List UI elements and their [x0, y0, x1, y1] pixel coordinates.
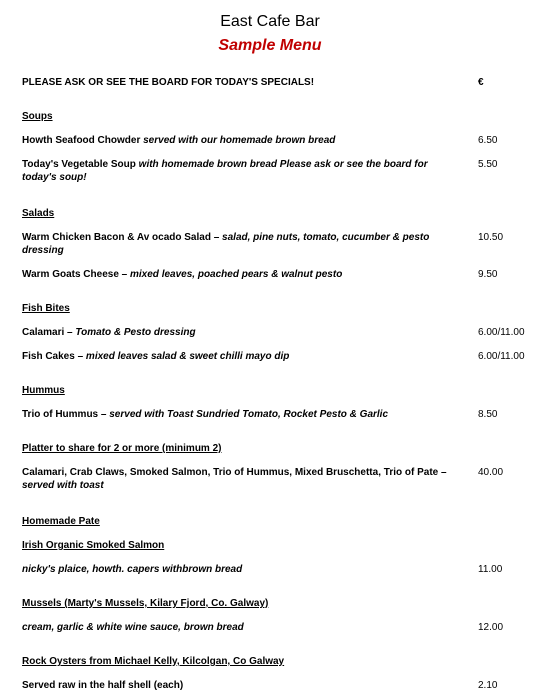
section-salads: Salads — [22, 208, 55, 219]
section-mussels: Mussels (Marty's Mussels, Kilary Fjord, Co. Galway) — [22, 598, 269, 609]
section-pate: Homemade Pate — [22, 516, 100, 527]
item-name: Trio of Hummus — [22, 409, 99, 420]
menu-item-mussels — [22, 621, 452, 634]
item-name: Howth Seafood Chowder — [22, 135, 141, 146]
item-name: Fish Cakes — [22, 351, 75, 362]
price-goats-cheese: 9.50 — [478, 269, 498, 280]
menu-item-chowder — [22, 134, 452, 147]
section-soups: Soups — [22, 111, 53, 122]
menu-item-platter — [22, 466, 452, 492]
item-name: Today's Vegetable Soup — [22, 159, 136, 170]
section-platter: Platter to share for 2 or more (minimum 2) — [22, 443, 222, 454]
section-salmon: Irish Organic Smoked Salmon — [22, 540, 165, 551]
price-mussels: 12.00 — [478, 622, 504, 633]
item-name: Served raw in the half shell (each) — [22, 680, 184, 691]
item-desc: – served with toast — [22, 467, 447, 491]
price-calamari: 6.00/11.00 — [478, 327, 525, 338]
item-desc: – served with Toast Sundried Tomato, Rocket Pesto & Garlic — [100, 409, 389, 420]
item-desc: – mixed leaves, poached pears & walnut pesto — [121, 269, 343, 280]
menu-subtitle: Sample Menu — [218, 37, 322, 54]
item-desc: nicky's plaice, howth. capers withbrown bread — [22, 564, 243, 575]
price-chicken-salad: 10.50 — [478, 232, 504, 243]
item-desc: – salad, pine nuts, tomato, cucumber & pesto dressing — [22, 232, 430, 256]
menu-item-trio-hummus — [22, 408, 452, 421]
menu-item-goats-cheese — [22, 268, 452, 281]
item-desc: – mixed leaves salad & sweet chilli mayo dip — [77, 351, 290, 362]
section-fish-bites: Fish Bites — [22, 303, 70, 314]
item-desc: with homemade brown bread Please ask or see the board for today's soup! — [22, 159, 428, 183]
price-platter: 40.00 — [478, 467, 504, 478]
section-oysters: Rock Oysters from Michael Kelly, Kilcolgan, Co Galway — [22, 656, 285, 667]
item-desc: served with our homemade brown bread — [143, 135, 336, 146]
item-desc: cream, garlic & white wine sauce, brown bread — [22, 622, 244, 633]
item-name: Calamari, Crab Claws, Smoked Salmon, Trio of Hummus, Mixed Bruschetta, Trio of Pate — [22, 467, 439, 478]
price-veg-soup: 5.50 — [478, 159, 498, 170]
item-name: Warm Goats Cheese — [22, 269, 119, 280]
price-fish-cakes: 6.00/11.00 — [478, 351, 525, 362]
menu-item-oysters — [22, 679, 452, 692]
menu-item-chicken-salad — [22, 231, 452, 257]
section-hummus: Hummus — [22, 385, 65, 396]
specials-notice: PLEASE ASK OR SEE THE BOARD FOR TODAY'S SPECIALS! — [22, 77, 315, 88]
menu-title: East Cafe Bar — [220, 13, 320, 30]
menu-item-salmon — [22, 563, 452, 576]
price-chowder: 6.50 — [478, 135, 498, 146]
menu-item-fish-cakes — [22, 350, 452, 363]
price-oysters: 2.10 — [478, 680, 498, 691]
item-desc: – Tomato & Pesto dressing — [67, 327, 196, 338]
menu-item-calamari — [22, 326, 452, 339]
item-name: Warm Chicken Bacon & Av ocado Salad — [22, 232, 211, 243]
currency-symbol: € — [478, 77, 484, 88]
menu-item-veg-soup — [22, 158, 452, 184]
item-name: Calamari — [22, 327, 65, 338]
price-trio-hummus: 8.50 — [478, 409, 498, 420]
price-salmon: 11.00 — [478, 564, 503, 575]
